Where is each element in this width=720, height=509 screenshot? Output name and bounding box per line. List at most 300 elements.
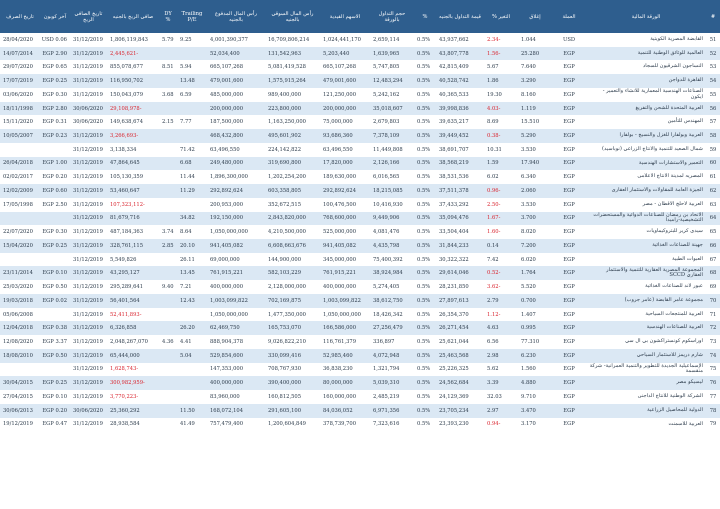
table-cell: 38,568,219 bbox=[436, 157, 484, 171]
table-cell: -3,770,223 bbox=[107, 390, 159, 404]
table-cell: EGP 0.60 bbox=[40, 184, 70, 198]
table-cell: 941,405,082 bbox=[320, 239, 370, 253]
table-cell: 63,496,550 bbox=[320, 143, 370, 157]
table-cell bbox=[177, 198, 207, 212]
table-cell bbox=[159, 266, 177, 280]
table-cell: EGP 0.20 bbox=[40, 404, 70, 418]
table-cell: EGP bbox=[552, 363, 586, 377]
table-cell: 76 bbox=[706, 376, 720, 390]
table-cell: 26.11 bbox=[177, 253, 207, 267]
table-cell: 25/03/2020 bbox=[0, 280, 40, 294]
table-cell bbox=[177, 390, 207, 404]
table-cell: 5,203,440 bbox=[320, 47, 370, 61]
table-cell: 2.85 bbox=[159, 239, 177, 253]
table-cell: EGP 0.20 bbox=[40, 170, 70, 184]
table-cell: 52 bbox=[706, 47, 720, 61]
table-cell: 6.56 bbox=[484, 335, 518, 349]
table-cell: 345,000,000 bbox=[320, 253, 370, 267]
table-cell: 888,904,378 bbox=[207, 335, 265, 349]
table-cell: ليسيكو مصر bbox=[586, 376, 706, 390]
table-cell: 768,600,000 bbox=[320, 212, 370, 226]
table-row[interactable] bbox=[0, 280, 720, 294]
table-cell: 3.74 bbox=[159, 225, 177, 239]
table-cell: EGP bbox=[552, 170, 586, 184]
table-cell: 4,210,500,000 bbox=[265, 225, 320, 239]
table-cell: العربية للمنتجعات السياحية bbox=[586, 308, 706, 322]
table-row[interactable] bbox=[0, 390, 720, 404]
table-cell: الدولية للمحاصيل الزراعية bbox=[586, 404, 706, 418]
table-row[interactable] bbox=[0, 184, 720, 198]
table-cell: 51 bbox=[706, 33, 720, 47]
table-row[interactable] bbox=[0, 157, 720, 171]
table-cell: 941,405,082 bbox=[207, 239, 265, 253]
table-cell: 23,705,234 bbox=[436, 404, 484, 418]
table-row[interactable] bbox=[0, 212, 720, 226]
table-row[interactable] bbox=[0, 294, 720, 308]
table-cell: 18,215,085 bbox=[370, 184, 414, 198]
table-cell bbox=[177, 47, 207, 61]
table-row[interactable] bbox=[0, 321, 720, 335]
table-cell: 25,360,292 bbox=[107, 404, 159, 418]
table-cell: 60 bbox=[706, 157, 720, 171]
table-body bbox=[0, 33, 720, 431]
table-cell: 31/12/2019 bbox=[70, 363, 107, 377]
table-cell: 31/12/2019 bbox=[70, 321, 107, 335]
table-cell: 7.77 bbox=[177, 115, 207, 129]
table-cell: 4.36 bbox=[159, 335, 177, 349]
table-cell: سيدى كرير للبتروكيماويات bbox=[586, 225, 706, 239]
table-cell: 6,971,356 bbox=[370, 404, 414, 418]
table-cell: 30/06/2020 bbox=[70, 102, 107, 116]
table-cell: 11.50 bbox=[177, 404, 207, 418]
table-cell: 0.5% bbox=[414, 280, 436, 294]
table-cell: 0.5% bbox=[414, 102, 436, 116]
column-header[interactable]: صافي الربح بالجنيه bbox=[107, 0, 159, 33]
table-cell: 702,169,875 bbox=[265, 294, 320, 308]
table-cell: 58 bbox=[706, 129, 720, 143]
table-cell: 31,844,233 bbox=[436, 239, 484, 253]
table-cell: 19/03/2018 bbox=[0, 294, 40, 308]
table-cell: 15/04/2020 bbox=[0, 239, 40, 253]
table-cell: 30/06/2020 bbox=[70, 115, 107, 129]
table-cell: 1,003,099,822 bbox=[207, 294, 265, 308]
table-cell: 3.470 bbox=[518, 404, 552, 418]
table-cell: 292,892,624 bbox=[207, 184, 265, 198]
table-cell: 761,915,221 bbox=[207, 266, 265, 280]
table-cell bbox=[159, 198, 177, 212]
table-cell: اوراسكوم كونستراكشون بي ال سي bbox=[586, 335, 706, 349]
table-cell: EGP bbox=[552, 253, 586, 267]
table-cell: 26,354,370 bbox=[436, 308, 484, 322]
table-cell: EGP 0.10 bbox=[40, 390, 70, 404]
table-cell: 390,400,000 bbox=[265, 376, 320, 390]
table-cell: 12,483,294 bbox=[370, 74, 414, 88]
table-cell: 336,897 bbox=[370, 335, 414, 349]
table-cell: 13.45 bbox=[177, 266, 207, 280]
table-cell: 62 bbox=[706, 184, 720, 198]
table-cell: 26.20 bbox=[177, 321, 207, 335]
table-cell: EGP bbox=[552, 198, 586, 212]
table-cell: 0.5% bbox=[414, 239, 436, 253]
table-cell: 855,078,677 bbox=[107, 60, 159, 74]
column-header[interactable]: تاريخ الصرف bbox=[0, 0, 40, 33]
table-cell: 8.160 bbox=[518, 88, 552, 102]
table-cell: 12/08/2020 bbox=[0, 335, 40, 349]
table-cell: EGP bbox=[552, 74, 586, 88]
table-cell: 13.48 bbox=[177, 74, 207, 88]
table-cell: 5.62 bbox=[484, 363, 518, 377]
table-cell: 31/12/2019 bbox=[70, 239, 107, 253]
table-cell: EGP bbox=[552, 239, 586, 253]
table-cell: 32.03 bbox=[484, 390, 518, 404]
table-cell: مجموعة عامر القابضة (عامر جروب) bbox=[586, 294, 706, 308]
table-cell: 8.69 bbox=[484, 115, 518, 129]
table-cell: 6,326,858 bbox=[107, 321, 159, 335]
table-cell: 0.5% bbox=[414, 266, 436, 280]
table-cell: 757,479,400 bbox=[207, 418, 265, 432]
table-row[interactable] bbox=[0, 74, 720, 88]
table-cell: 5.94 bbox=[177, 60, 207, 74]
table-cell: 1,806,119,843 bbox=[107, 33, 159, 47]
table-cell: -0.52 bbox=[484, 266, 518, 280]
table-cell: EGP 0.25 bbox=[40, 376, 70, 390]
table-cell: 1,024,441,170 bbox=[320, 33, 370, 47]
table-cell: EGP 0.50 bbox=[40, 349, 70, 363]
table-cell: -3.62 bbox=[484, 280, 518, 294]
table-cell: 2,485,219 bbox=[370, 390, 414, 404]
table-cell: EGP bbox=[552, 102, 586, 116]
table-cell: 43,295,127 bbox=[107, 266, 159, 280]
table-row[interactable] bbox=[0, 335, 720, 349]
column-header[interactable]: الورقة المالية bbox=[586, 0, 706, 33]
table-row[interactable] bbox=[0, 266, 720, 280]
table-cell: -2.50 bbox=[484, 198, 518, 212]
table-cell: 192,150,000 bbox=[207, 212, 265, 226]
table-cell: 0.5% bbox=[414, 294, 436, 308]
column-header[interactable]: آخر كوبون bbox=[40, 0, 70, 33]
table-cell: 56 bbox=[706, 102, 720, 116]
table-cell: 31/12/2019 bbox=[70, 376, 107, 390]
table-cell: 31/12/2019 bbox=[70, 280, 107, 294]
table-cell: 4.41 bbox=[177, 335, 207, 349]
table-cell: 02/02/2017 bbox=[0, 170, 40, 184]
table-cell: EGP bbox=[552, 225, 586, 239]
table-cell: العربية المتحدة للشحن والتفريغ bbox=[586, 102, 706, 116]
table-cell: 69,000,000 bbox=[207, 253, 265, 267]
table-cell: 9.40 bbox=[159, 280, 177, 294]
table-cell: EGP 2.50 bbox=[40, 198, 70, 212]
table-cell: 18/11/1998 bbox=[0, 102, 40, 116]
table-cell: 468,432,800 bbox=[207, 129, 265, 143]
table-cell: 0.995 bbox=[518, 321, 552, 335]
table-cell: 73 bbox=[706, 335, 720, 349]
table-cell: 31/12/2019 bbox=[70, 335, 107, 349]
table-row[interactable] bbox=[0, 239, 720, 253]
table-cell: 16,709,806,214 bbox=[265, 33, 320, 47]
table-cell: 116,761,379 bbox=[320, 335, 370, 349]
column-header[interactable]: تاريخ الصافي الربح bbox=[70, 0, 107, 33]
table-cell: 665,107,268 bbox=[207, 60, 265, 74]
table-cell: 65,444,000 bbox=[107, 349, 159, 363]
table-cell: 100,476,500 bbox=[320, 198, 370, 212]
table-cell: 5,039,310 bbox=[370, 376, 414, 390]
table-cell: 31/12/2019 bbox=[70, 308, 107, 322]
table-cell: -4.03 bbox=[484, 102, 518, 116]
table-cell: -1,628,743 bbox=[107, 363, 159, 377]
table-cell: 77.310 bbox=[518, 335, 552, 349]
column-header[interactable]: رأس المال السوقي بالجنيه bbox=[265, 0, 320, 33]
table-cell: 200,000,000 bbox=[207, 102, 265, 116]
table-cell: 3.700 bbox=[518, 212, 552, 226]
table-cell: 29,614,046 bbox=[436, 266, 484, 280]
table-cell: 200,000,000 bbox=[320, 102, 370, 116]
table-cell: 35,018,607 bbox=[370, 102, 414, 116]
table-row[interactable] bbox=[0, 102, 720, 116]
table-cell: العربية وبولفارا للغزل والنسيج - بولفارا bbox=[586, 129, 706, 143]
table-cell: EGP bbox=[552, 143, 586, 157]
table-cell: 31/12/2019 bbox=[70, 129, 107, 143]
table-cell: 31/12/2019 bbox=[70, 60, 107, 74]
table-row[interactable] bbox=[0, 33, 720, 47]
table-row[interactable] bbox=[0, 225, 720, 239]
table-cell: 0.5% bbox=[414, 376, 436, 390]
table-row[interactable] bbox=[0, 363, 720, 377]
table-cell: 4,072,948 bbox=[370, 349, 414, 363]
table-cell: 0.5% bbox=[414, 253, 436, 267]
table-cell: 30/06/2013 bbox=[0, 404, 40, 418]
table-cell: 0.5% bbox=[414, 363, 436, 377]
column-header[interactable]: حجم التداول بالورقة bbox=[370, 0, 414, 33]
table-cell bbox=[40, 212, 70, 226]
table-cell: الاتحاد بن رمضان للصناعات الدوائية والمستحضرات التشخيصية-راميدا bbox=[586, 212, 706, 226]
table-cell: -3,266,693 bbox=[107, 129, 159, 143]
table-cell: 400,000,000 bbox=[207, 280, 265, 294]
table-cell: 328,761,115 bbox=[107, 239, 159, 253]
column-header[interactable]: رأس المال المدفوع بالجنيه bbox=[207, 0, 265, 33]
table-cell bbox=[159, 308, 177, 322]
table-cell: 582,103,229 bbox=[265, 266, 320, 280]
table-cell: 1,050,000,000 bbox=[207, 308, 265, 322]
table-cell: 6.340 bbox=[518, 170, 552, 184]
table-cell: 80,000,000 bbox=[320, 376, 370, 390]
table-cell bbox=[159, 390, 177, 404]
table-row[interactable] bbox=[0, 129, 720, 143]
table-header-row bbox=[0, 0, 720, 33]
table-cell: 160,000,000 bbox=[320, 390, 370, 404]
table-cell: 17.940 bbox=[518, 157, 552, 171]
table-cell: 9,026,822,210 bbox=[265, 335, 320, 349]
column-header[interactable]: Trailing P/E bbox=[177, 0, 207, 33]
table-cell: 1,639,965 bbox=[370, 47, 414, 61]
table-cell: 38,612,750 bbox=[370, 294, 414, 308]
table-cell: EGP 0.02 bbox=[40, 294, 70, 308]
table-cell: EGP 0.25 bbox=[40, 74, 70, 88]
table-cell: 39,449,452 bbox=[436, 129, 484, 143]
table-cell: 6.02 bbox=[484, 170, 518, 184]
table-cell: 4,081,476 bbox=[370, 225, 414, 239]
table-cell: 5,242,162 bbox=[370, 88, 414, 102]
table-cell: 24,562,684 bbox=[436, 376, 484, 390]
table-cell: عبور لاند للصناعات الغذائية bbox=[586, 280, 706, 294]
column-header[interactable]: الاسهم القيدية bbox=[320, 0, 370, 33]
table-cell: 31/12/2019 bbox=[70, 47, 107, 61]
table-cell bbox=[0, 363, 40, 377]
table-cell: EGP 0.10 bbox=[40, 266, 70, 280]
table-cell: EGP bbox=[552, 321, 586, 335]
table-cell: 19/12/2019 bbox=[0, 418, 40, 432]
table-cell: 27,256,479 bbox=[370, 321, 414, 335]
table-cell: 17,820,000 bbox=[320, 157, 370, 171]
table-cell: 0.5% bbox=[414, 157, 436, 171]
table-cell: -29,108,978 bbox=[107, 102, 159, 116]
table-cell: 39,998,836 bbox=[436, 102, 484, 116]
table-cell: EGP 0.31 bbox=[40, 115, 70, 129]
table-cell: 5,747,805 bbox=[370, 60, 414, 74]
table-cell: 0.5% bbox=[414, 143, 436, 157]
table-cell bbox=[177, 102, 207, 116]
column-header[interactable]: التغير % bbox=[484, 0, 518, 33]
column-header[interactable]: % bbox=[414, 0, 436, 33]
table-cell: المصريه لمدينة الانتاج الاعلامى bbox=[586, 170, 706, 184]
table-cell: 8.64 bbox=[177, 225, 207, 239]
table-row[interactable] bbox=[0, 170, 720, 184]
table-cell: 63,496,550 bbox=[207, 143, 265, 157]
table-cell: 37,511,378 bbox=[436, 184, 484, 198]
column-header[interactable]: العملة bbox=[552, 0, 586, 33]
table-cell: 249,480,000 bbox=[207, 157, 265, 171]
table-cell: 1,321,794 bbox=[370, 363, 414, 377]
table-cell: EGP 0.30 bbox=[40, 88, 70, 102]
table-cell: 0.5% bbox=[414, 47, 436, 61]
table-cell: 160,812,505 bbox=[265, 390, 320, 404]
table-row[interactable] bbox=[0, 418, 720, 432]
table-row[interactable] bbox=[0, 198, 720, 212]
table-cell: 15.510 bbox=[518, 115, 552, 129]
table-cell: 3.39 bbox=[484, 376, 518, 390]
table-row[interactable] bbox=[0, 253, 720, 267]
table-cell: 3.530 bbox=[518, 143, 552, 157]
table-cell: 31/12/2019 bbox=[70, 253, 107, 267]
table-cell: 6.230 bbox=[518, 349, 552, 363]
table-cell bbox=[159, 170, 177, 184]
table-cell: 6.59 bbox=[177, 88, 207, 102]
table-cell: 67 bbox=[706, 253, 720, 267]
table-cell: 1,575,915,264 bbox=[265, 74, 320, 88]
table-row[interactable] bbox=[0, 60, 720, 74]
table-cell: 12/02/2009 bbox=[0, 184, 40, 198]
table-cell: 9.25 bbox=[177, 33, 207, 47]
table-cell bbox=[159, 376, 177, 390]
table-cell: 330,099,416 bbox=[265, 349, 320, 363]
table-cell: 61 bbox=[706, 170, 720, 184]
table-row[interactable] bbox=[0, 115, 720, 129]
table-cell: 24,129,369 bbox=[436, 390, 484, 404]
table-cell: 31/12/2019 bbox=[70, 74, 107, 88]
table-cell: EGP 2.80 bbox=[40, 102, 70, 116]
table-cell: 23,393,230 bbox=[436, 418, 484, 432]
table-row[interactable] bbox=[0, 404, 720, 418]
table-cell: EGP bbox=[552, 335, 586, 349]
table-cell: 2.15 bbox=[159, 115, 177, 129]
table-cell: EGP 0.38 bbox=[40, 321, 70, 335]
table-cell: 7,378,109 bbox=[370, 129, 414, 143]
table-cell: USD bbox=[552, 33, 586, 47]
table-row[interactable] bbox=[0, 88, 720, 102]
table-cell: 31/12/2019 bbox=[70, 212, 107, 226]
table-cell: 54 bbox=[706, 74, 720, 88]
table-cell: USD 0.06 bbox=[40, 33, 70, 47]
column-header[interactable]: # bbox=[706, 0, 720, 33]
table-row[interactable] bbox=[0, 308, 720, 322]
table-cell: 63 bbox=[706, 198, 720, 212]
table-cell: المجموعة المصرية العقارية للتنمية والاستثمار العقاري SCCD bbox=[586, 266, 706, 280]
table-cell: الإسماعيلية الجديدة للتطوير والتنمية العمرانية- شركة منقسمة bbox=[586, 363, 706, 377]
table-cell: 0.5% bbox=[414, 225, 436, 239]
table-cell bbox=[159, 404, 177, 418]
table-cell: -2,445,621 bbox=[107, 47, 159, 61]
table-cell: 35,094,476 bbox=[436, 212, 484, 226]
table-cell: 150,043,079 bbox=[107, 88, 159, 102]
table-cell: EGP 3.37 bbox=[40, 335, 70, 349]
table-cell: 27,897,613 bbox=[436, 294, 484, 308]
table-cell: -1.56 bbox=[484, 47, 518, 61]
table-cell: 40,528,742 bbox=[436, 74, 484, 88]
table-cell: 2,679,803 bbox=[370, 115, 414, 129]
table-cell: 4.63 bbox=[484, 321, 518, 335]
table-cell: 3.290 bbox=[518, 74, 552, 88]
table-cell: 40,365,533 bbox=[436, 88, 484, 102]
table-cell: 1,477,350,000 bbox=[265, 308, 320, 322]
column-header[interactable]: إغلاق bbox=[518, 0, 552, 33]
table-cell: 0.5% bbox=[414, 349, 436, 363]
table-cell: 19.30 bbox=[484, 88, 518, 102]
table-row[interactable] bbox=[0, 349, 720, 363]
table-cell: 989,400,000 bbox=[265, 88, 320, 102]
table-cell: 71 bbox=[706, 308, 720, 322]
table-cell: 6,016,565 bbox=[370, 170, 414, 184]
table-cell: النساجون الشرقيون للسجاد bbox=[586, 60, 706, 74]
table-cell: 5.520 bbox=[518, 280, 552, 294]
table-row[interactable] bbox=[0, 47, 720, 61]
table-cell: EGP bbox=[552, 390, 586, 404]
table-cell: EGP 0.65 bbox=[40, 60, 70, 74]
table-cell: -1.60 bbox=[484, 225, 518, 239]
table-cell: شارم دريمز للاستثمار السياحي bbox=[586, 349, 706, 363]
table-cell: 77 bbox=[706, 390, 720, 404]
table-cell: 292,892,624 bbox=[320, 184, 370, 198]
table-row[interactable] bbox=[0, 376, 720, 390]
table-cell: 1.86 bbox=[484, 74, 518, 88]
table-cell: EGP bbox=[552, 157, 586, 171]
table-cell: 11.29 bbox=[177, 184, 207, 198]
column-header[interactable]: قيمة التداول بالجنيه bbox=[436, 0, 484, 33]
table-cell: 38,691,707 bbox=[436, 143, 484, 157]
table-cell: 144,900,000 bbox=[265, 253, 320, 267]
table-cell: EGP bbox=[552, 308, 586, 322]
table-cell: 52,985,460 bbox=[320, 349, 370, 363]
table-cell: 3.170 bbox=[518, 418, 552, 432]
column-header[interactable]: DY % bbox=[159, 0, 177, 33]
table-cell: 56,401,564 bbox=[107, 294, 159, 308]
table-cell: 665,107,268 bbox=[320, 60, 370, 74]
table-cell: 37,433,292 bbox=[436, 198, 484, 212]
table-row[interactable] bbox=[0, 143, 720, 157]
table-cell: 10.31 bbox=[484, 143, 518, 157]
table-cell: -2.34 bbox=[484, 33, 518, 47]
table-cell: -0.94 bbox=[484, 418, 518, 432]
table-cell: 53 bbox=[706, 60, 720, 74]
table-cell bbox=[0, 143, 40, 157]
